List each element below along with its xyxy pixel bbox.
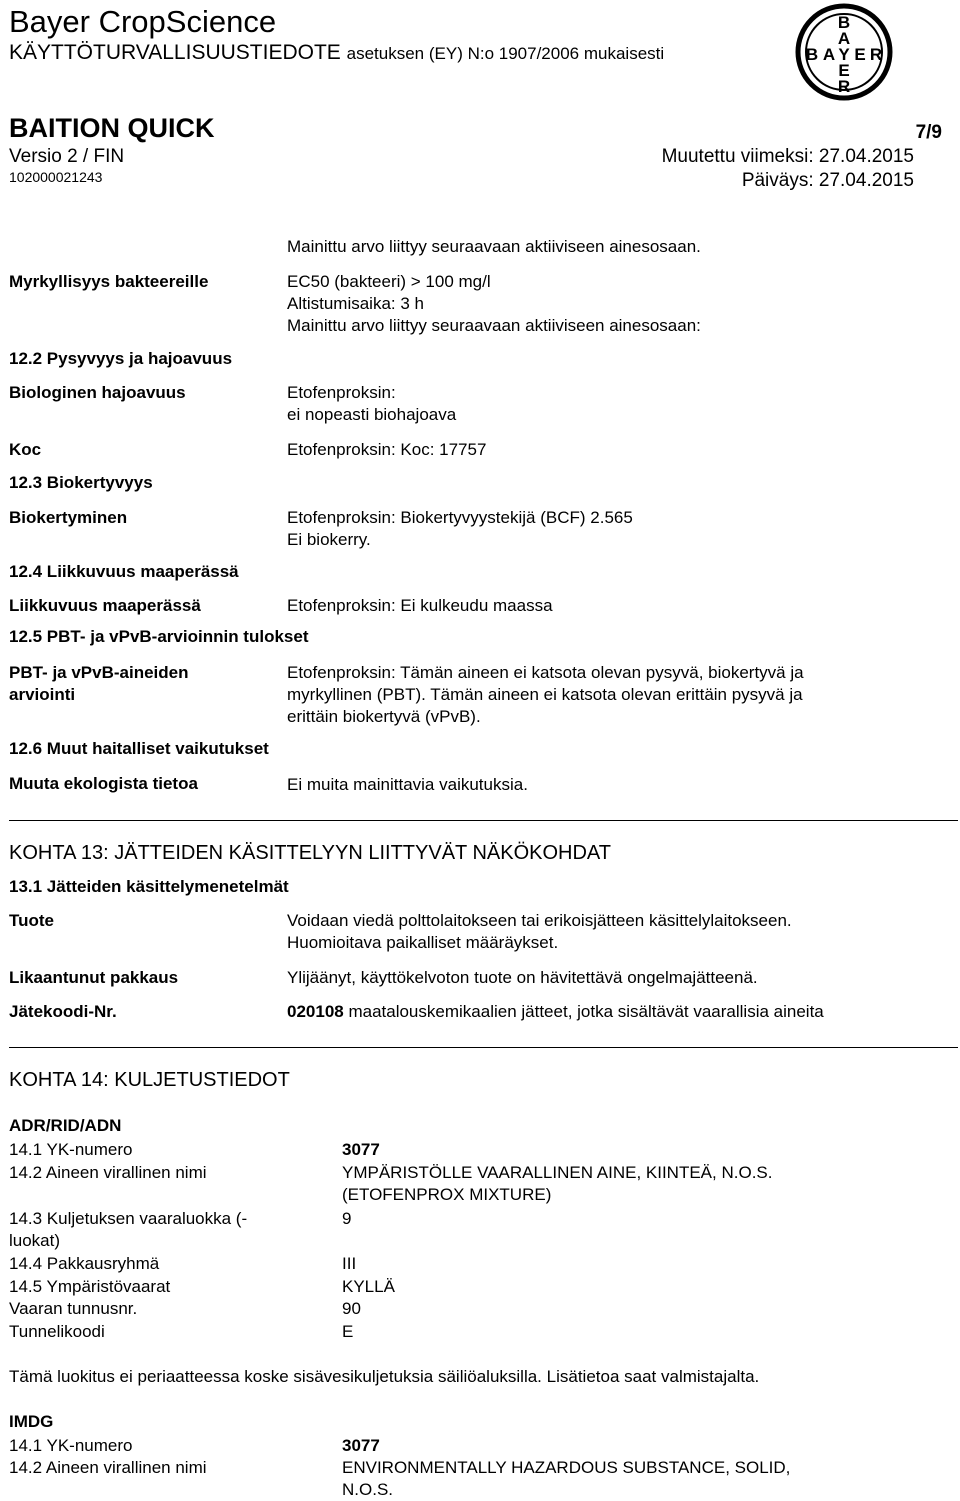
contaminated-packaging-value: Ylijäänyt, käyttökelvoton tuote on hävitettävä ongelmajätteenä. — [287, 968, 758, 987]
mobility-label: Liikkuvuus maaperässä — [9, 596, 201, 615]
page-number: 7/9 — [915, 122, 942, 143]
adr-heading: ADR/RID/ADN — [9, 1116, 122, 1135]
adr-class-value: 9 — [342, 1209, 352, 1228]
logo-letter-b-left: B — [805, 45, 819, 64]
waste-code-number: 020108 — [287, 1002, 344, 1021]
contaminated-packaging-label: Likaantunut pakkaus — [9, 968, 179, 987]
logo-letter-r-right: R — [869, 45, 883, 64]
inland-waterways-note: Tämä luokitus ei periaatteessa koske sisävesikuljetuksia säiliöaluksilla. Lisätietoa saat valmistajalta. — [9, 1367, 760, 1386]
logo-letter-a: A — [837, 29, 851, 48]
heading-12-2: 12.2 Pysyvyys ja hajoavuus — [9, 349, 233, 368]
bacteria-exposure: Altistumisaika: 3 h — [287, 294, 424, 313]
adr-class-label-line2: luokat) — [9, 1231, 61, 1250]
adr-name-line1: YMPÄRISTÖLLE VAARALLINEN AINE, KIINTEÄ, N.O.S. — [342, 1163, 773, 1182]
heading-12-6: 12.6 Muut haitalliset vaikutukset — [9, 739, 269, 758]
adr-packing-group-label: 14.4 Pakkausryhmä — [9, 1254, 160, 1273]
waste-code-description: maatalouskemikaalien jätteet, jotka sisältävät vaarallisia aineita — [343, 1002, 824, 1021]
section-14-title: KOHTA 14: KULJETUSTIEDOT — [9, 1069, 290, 1091]
biodegradation-substance: Etofenproksin: — [287, 383, 396, 402]
issue-date: Päiväys: 27.04.2015 — [741, 170, 914, 191]
imdg-un-value: 3077 — [342, 1436, 380, 1455]
company-name: Bayer CropScience — [9, 4, 277, 39]
product-name: BAITION QUICK — [9, 113, 215, 143]
heading-12-5: 12.5 PBT- ja vPvB-arvioinnin tulokset — [9, 627, 309, 646]
product-disposal-line2: Huomioitava paikalliset määräykset. — [287, 933, 559, 952]
adr-name-label: 14.2 Aineen virallinen nimi — [9, 1163, 207, 1182]
doc-type-label: KÄYTTÖTURVALLISUUSTIEDOTE — [9, 41, 341, 64]
product-disposal-line1: Voidaan viedä polttolaitokseen tai erikoisjätteen käsittelylaitokseen. — [287, 911, 792, 930]
logo-letter-b-top: B — [837, 13, 851, 32]
biodegradation-value: ei nopeasti biohajoava — [287, 405, 457, 424]
bacteria-ec50: EC50 (bakteeri) > 100 mg/l — [287, 272, 491, 291]
heading-12-3: 12.3 Biokertyvyys — [9, 473, 153, 492]
adr-hazard-id-label: Vaaran tunnusnr. — [9, 1299, 138, 1318]
biodegradation-label: Biologinen hajoavuus — [9, 383, 186, 402]
waste-code-value — [287, 1001, 824, 1023]
adr-name-line2: (ETOFENPROX MIXTURE) — [342, 1185, 552, 1204]
logo-letter-y: Y — [838, 45, 850, 64]
adr-class-label-line1: 14.3 Kuljetuksen vaaraluokka (- — [9, 1209, 248, 1228]
document-number: 102000021243 — [9, 169, 103, 185]
bacteria-toxicity-label: Myrkyllisyys bakteereille — [9, 272, 209, 291]
product-disposal-label: Tuote — [9, 911, 55, 930]
pbt-value-line3: erittäin biokertyvä (vPvB). — [287, 707, 481, 726]
heading-13-1: 13.1 Jätteiden käsittelymenetelmät — [9, 877, 289, 896]
imdg-heading: IMDG — [9, 1412, 54, 1431]
imdg-name-label: 14.2 Aineen virallinen nimi — [9, 1458, 207, 1477]
pbt-label-line2: arviointi — [9, 685, 76, 704]
section-13-title: KOHTA 13: JÄTTEIDEN KÄSITTELYYN LIITTYVÄT NÄKÖKOHDAT — [9, 842, 611, 864]
adr-env-hazard-label: 14.5 Ympäristövaarat — [9, 1277, 171, 1296]
logo-letter-e: E — [838, 61, 850, 80]
logo-letter-a-mid: A — [822, 45, 836, 64]
bayer-cross-logo — [794, 2, 894, 102]
version-label: Versio 2 / FIN — [9, 146, 125, 167]
koc-value: Etofenproksin: Koc: 17757 — [287, 440, 487, 459]
pbt-value-line2: myrkyllinen (PBT). Tämän aineen ei katsota olevan erittäin pysyvä ja — [287, 685, 803, 704]
regulation-label: asetuksen (EY) N:o 1907/2006 mukaisesti — [346, 44, 665, 63]
adr-env-hazard-value: KYLLÄ — [342, 1277, 395, 1296]
adr-packing-group-value: III — [342, 1254, 357, 1273]
bioaccumulation-bcf: Etofenproksin: Biokertyvyystekijä (BCF) 2.565 — [287, 508, 633, 527]
koc-label: Koc — [9, 440, 42, 459]
mobility-value: Etofenproksin: Ei kulkeudu maassa — [287, 596, 553, 615]
adr-tunnel-code-label: Tunnelikoodi — [9, 1322, 105, 1341]
other-effects-value: Ei muita mainittavia vaikutuksia. — [287, 775, 528, 794]
modified-date: Muutettu viimeksi: 27.04.2015 — [661, 146, 914, 167]
logo-letter-e-mid: E — [854, 45, 866, 64]
pbt-label-line1: PBT- ja vPvB-aineiden — [9, 663, 189, 682]
pbt-value-line1: Etofenproksin: Tämän aineen ei katsota olevan pysyvä, biokertyvä ja — [287, 663, 804, 682]
imdg-name-line2: N.O.S. — [342, 1480, 394, 1499]
logo-letter-r: R — [837, 77, 851, 96]
section-13-divider — [9, 820, 958, 821]
section-14-divider — [9, 1047, 958, 1048]
waste-code-label: Jätekoodi-Nr. — [9, 1002, 117, 1021]
document-type — [9, 41, 664, 65]
imdg-un-label: 14.1 YK-numero — [9, 1436, 133, 1455]
bioaccumulation-label: Biokertyminen — [9, 508, 128, 527]
heading-12-4: 12.4 Liikkuvuus maaperässä — [9, 562, 239, 581]
note-active-ingredient: Mainittu arvo liittyy seuraavaan aktiiviseen ainesosaan. — [287, 237, 701, 256]
bioaccumulation-value: Ei biokerry. — [287, 530, 371, 549]
adr-un-label: 14.1 YK-numero — [9, 1140, 133, 1159]
other-effects-label: Muuta ekologista tietoa — [9, 774, 198, 793]
bacteria-note: Mainittu arvo liittyy seuraavaan aktiiviseen ainesosaan: — [287, 316, 701, 335]
adr-un-value: 3077 — [342, 1140, 380, 1159]
adr-tunnel-code-value: E — [342, 1322, 354, 1341]
adr-hazard-id-value: 90 — [342, 1299, 361, 1318]
imdg-name-line1: ENVIRONMENTALLY HAZARDOUS SUBSTANCE, SOLID, — [342, 1458, 791, 1477]
